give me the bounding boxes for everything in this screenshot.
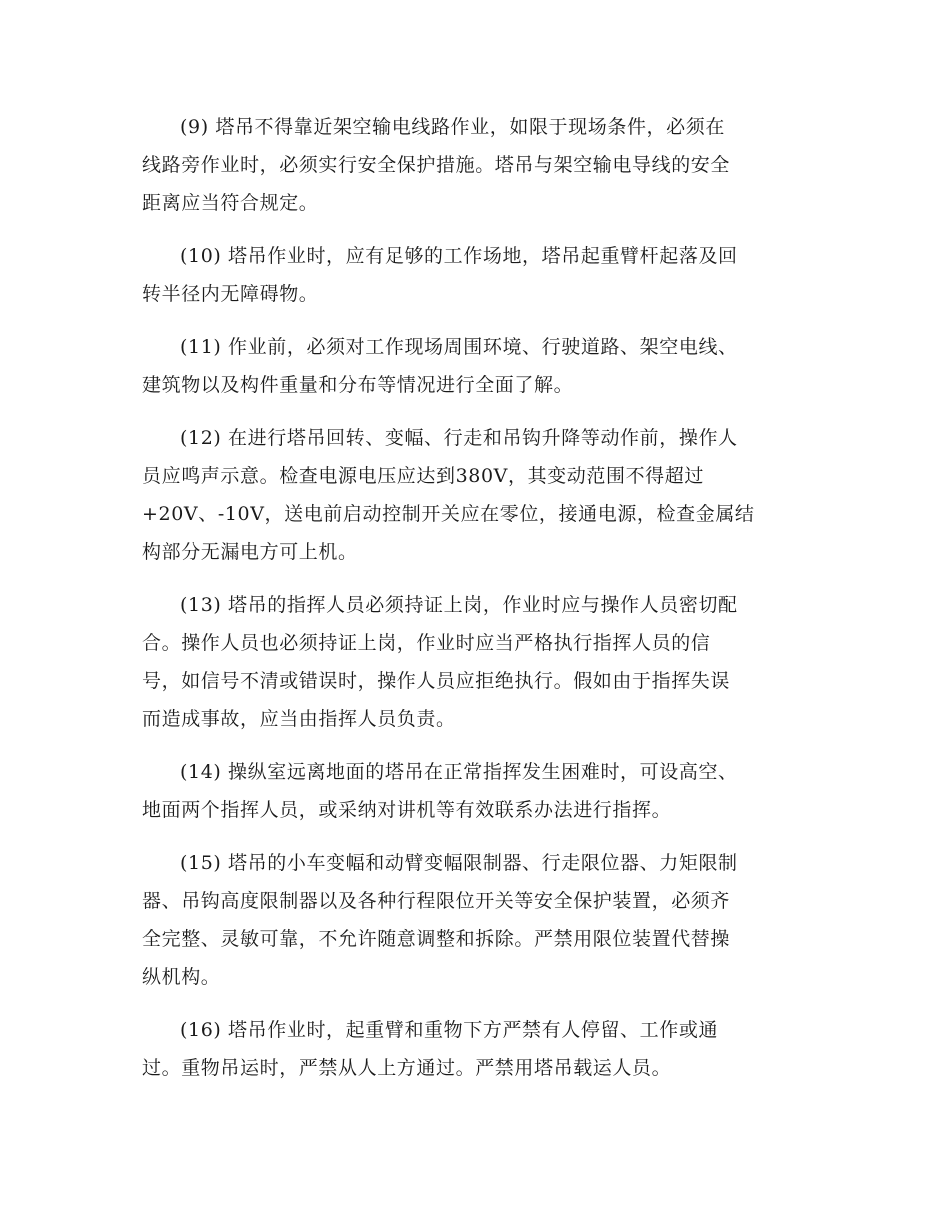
paragraph-line: 线路旁作业时，必须实行安全保护措施。塔吊与架空输电导线的安全 bbox=[142, 154, 731, 176]
document-body bbox=[142, 108, 810, 1102]
paragraph-9 bbox=[142, 108, 810, 222]
paragraph-12 bbox=[142, 419, 810, 571]
paragraph-line: (14) 操纵室远离地面的塔吊在正常指挥发生困难时，可设高空、 bbox=[180, 761, 738, 783]
paragraph-15 bbox=[142, 844, 810, 996]
paragraph-line: 距离应当符合规定。 bbox=[142, 192, 319, 214]
paragraph-16 bbox=[142, 1011, 810, 1087]
paragraph-line: (10) 塔吊作业时，应有足够的工作场地，塔吊起重臂杆起落及回 bbox=[180, 245, 738, 267]
paragraph-13 bbox=[142, 586, 810, 738]
paragraph-line: (11) 作业前，必须对工作现场周围环境、行驶道路、架空电线、 bbox=[180, 336, 738, 358]
paragraph-line: 器、吊钩高度限制器以及各种行程限位开关等安全保护装置，必须齐 bbox=[142, 890, 731, 912]
paragraph-line: 构部分无漏电方可上机。 bbox=[142, 541, 358, 563]
paragraph-11 bbox=[142, 328, 810, 404]
paragraph-line: 全完整、灵敏可靠，不允许随意调整和拆除。严禁用限位装置代替操 bbox=[142, 928, 731, 950]
paragraph-line: (16) 塔吊作业时，起重臂和重物下方严禁有人停留、工作或通 bbox=[180, 1019, 719, 1041]
paragraph-line: 建筑物以及构件重量和分布等情况进行全面了解。 bbox=[142, 374, 574, 396]
paragraph-line: (13) 塔吊的指挥人员必须持证上岗，作业时应与操作人员密切配 bbox=[180, 594, 738, 616]
paragraph-line: 转半径内无障碍物。 bbox=[142, 283, 319, 305]
paragraph-line: (9) 塔吊不得靠近架空输电线路作业，如限于现场条件，必须在 bbox=[180, 116, 725, 138]
paragraph-line: +20V、-10V，送电前启动控制开关应在零位，接通电源，检查金属结 bbox=[142, 503, 755, 525]
paragraph-line: (15) 塔吊的小车变幅和动臂变幅限制器、行走限位器、力矩限制 bbox=[180, 852, 738, 874]
paragraph-10 bbox=[142, 237, 810, 313]
paragraph-line: 合。操作人员也必须持证上岗，作业时应当严格执行指挥人员的信 bbox=[142, 632, 711, 654]
paragraph-line: 员应鸣声示意。检查电源电压应达到380V，其变动范围不得超过 bbox=[142, 465, 704, 487]
paragraph-line: 而造成事故，应当由指挥人员负责。 bbox=[142, 708, 456, 730]
paragraph-line: 纵机构。 bbox=[142, 966, 221, 988]
paragraph-14 bbox=[142, 753, 810, 829]
paragraph-line: 过。重物吊运时，严禁从人上方通过。严禁用塔吊载运人员。 bbox=[142, 1057, 672, 1079]
paragraph-line: (12) 在进行塔吊回转、变幅、行走和吊钩升降等动作前，操作人 bbox=[180, 427, 738, 449]
paragraph-line: 地面两个指挥人员，或采纳对讲机等有效联系办法进行指挥。 bbox=[142, 799, 672, 821]
paragraph-line: 号，如信号不清或错误时，操作人员应拒绝执行。假如由于指挥失误 bbox=[142, 670, 731, 692]
